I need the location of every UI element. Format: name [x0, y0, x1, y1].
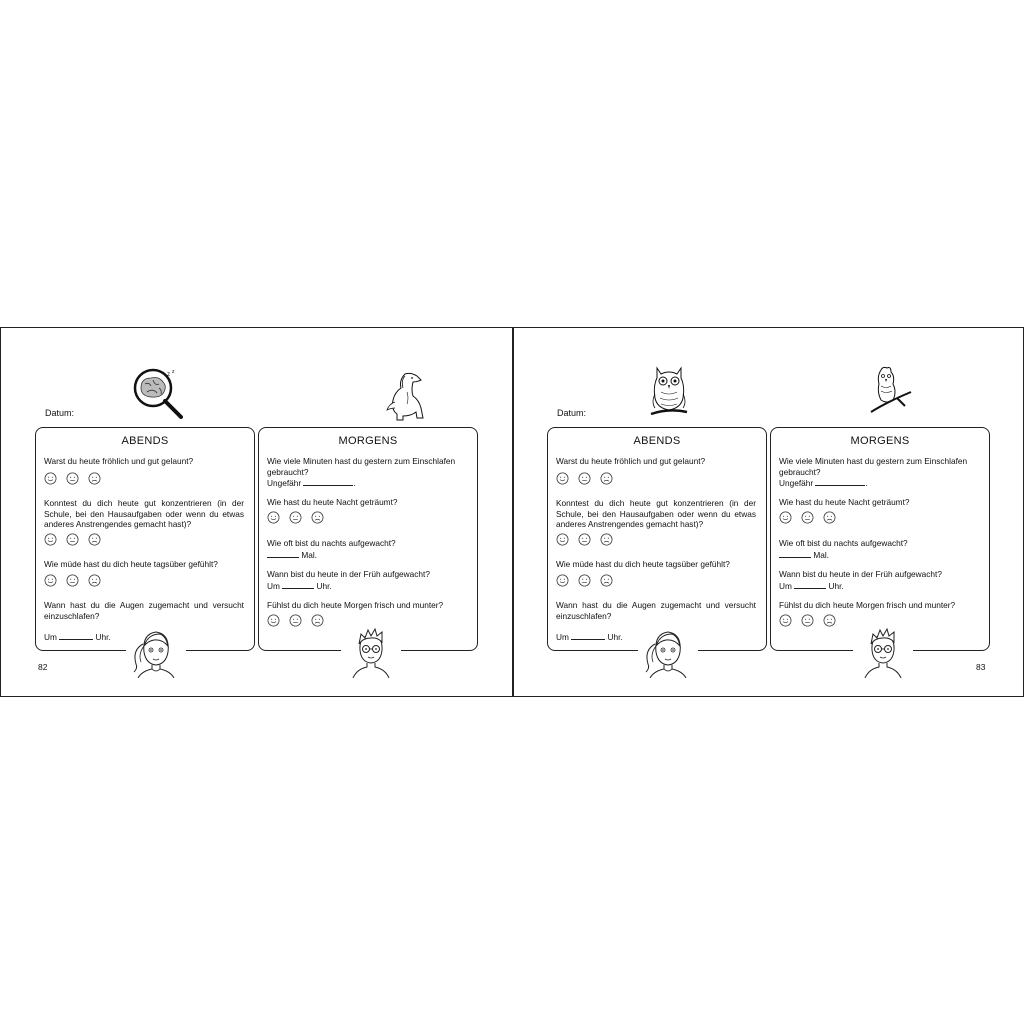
uhr-label: Uhr. — [316, 581, 332, 591]
neutral-face-icon[interactable] — [578, 533, 591, 546]
neutral-face-icon[interactable] — [289, 614, 302, 627]
neutral-face-icon[interactable] — [801, 614, 814, 627]
morgens-q1: Wie viele Minuten hast du gestern zum Einschlafen gebraucht? — [267, 456, 456, 477]
morgens-q1: Wie viele Minuten hast du gestern zum Einschlafen gebraucht? — [779, 456, 968, 477]
morgens-q5-rating[interactable] — [267, 614, 324, 627]
sad-face-icon[interactable] — [311, 511, 324, 524]
happy-face-icon[interactable] — [556, 472, 569, 485]
morgens-time-line — [267, 580, 467, 592]
owl-icon — [649, 362, 689, 420]
happy-face-icon[interactable] — [267, 511, 280, 524]
sad-face-icon[interactable] — [823, 614, 836, 627]
morgens-q3: Wie oft bist du nachts aufgewacht? — [779, 538, 908, 548]
morgens-q5: Fühlst du dich heute Morgen frisch und munter? — [267, 600, 444, 610]
abends-q3: Wie müde hast du dich heute tagsüber gefühlt? — [556, 559, 730, 569]
minutes-blank[interactable] — [815, 477, 865, 486]
page-number: 83 — [976, 662, 986, 672]
uhr-label: Uhr. — [95, 632, 111, 642]
brain-magnifier-icon — [129, 368, 185, 420]
bird-on-branch-icon — [867, 362, 913, 420]
girl-icon — [126, 624, 186, 678]
sad-face-icon[interactable] — [823, 511, 836, 524]
morgens-q4: Wann bist du heute in der Früh aufgewacht? — [779, 569, 942, 579]
happy-face-icon[interactable] — [44, 574, 57, 587]
abends-q3: Wie müde hast du dich heute tagsüber gefühlt? — [44, 559, 218, 569]
happy-face-icon[interactable] — [267, 614, 280, 627]
morgens-mal-line — [779, 549, 979, 561]
neutral-face-icon[interactable] — [289, 511, 302, 524]
um-label: Um — [779, 581, 792, 591]
time-blank[interactable] — [282, 580, 314, 589]
svg-text:z: z — [167, 372, 170, 378]
morgens-q2: Wie hast du heute Nacht geträumt? — [779, 497, 910, 507]
sad-face-icon[interactable] — [600, 472, 613, 485]
datum-label: Datum: — [557, 408, 587, 418]
happy-face-icon[interactable] — [44, 533, 57, 546]
neutral-face-icon[interactable] — [578, 472, 591, 485]
uhr-label: Uhr. — [607, 632, 623, 642]
sad-face-icon[interactable] — [600, 574, 613, 587]
happy-face-icon[interactable] — [779, 511, 792, 524]
morgens-box — [258, 427, 478, 651]
abends-q1-rating[interactable] — [556, 472, 613, 485]
morgens-minutes-line: Ungefähr . — [779, 478, 868, 488]
um-label: Um — [267, 581, 280, 591]
mal-label: Mal. — [813, 550, 829, 560]
happy-face-icon[interactable] — [556, 574, 569, 587]
happy-face-icon[interactable] — [44, 472, 57, 485]
neutral-face-icon[interactable] — [66, 533, 79, 546]
abends-q2-rating[interactable] — [556, 533, 613, 546]
mal-label: Mal. — [301, 550, 317, 560]
morgens-q2-rating[interactable] — [267, 511, 324, 524]
morgens-time-line — [779, 580, 979, 592]
boy-with-glasses-icon — [341, 624, 401, 678]
morgens-q2: Wie hast du heute Nacht geträumt? — [267, 497, 398, 507]
howling-dog-icon — [383, 370, 429, 422]
abends-q1: Warst du heute fröhlich und gut gelaunt? — [44, 456, 194, 466]
um-label: Um — [44, 632, 57, 642]
right-page — [513, 328, 1024, 696]
minutes-blank[interactable] — [303, 477, 353, 486]
abends-title: ABENDS — [633, 435, 681, 447]
time-blank[interactable] — [794, 580, 826, 589]
abends-q2: Konntest du dich heute gut konzentrieren (in der Schule, bei den Hausaufgaben oder wenn du etwas anderes Anstrengendes gemacht hast)? — [556, 498, 756, 529]
abends-box — [35, 427, 255, 651]
morgens-q5-rating[interactable] — [779, 614, 836, 627]
morgens-title: MORGENS — [850, 435, 910, 447]
count-blank[interactable] — [267, 549, 299, 558]
abends-q2-rating[interactable] — [44, 533, 101, 546]
page-number: 82 — [38, 662, 48, 672]
sad-face-icon[interactable] — [88, 472, 101, 485]
abends-q4: Wann hast du die Augen zugemacht und versucht einzuschlafen? — [556, 600, 756, 621]
morgens-q4: Wann bist du heute in der Früh aufgewacht? — [267, 569, 430, 579]
ungefaehr-label: Ungefähr — [779, 478, 814, 488]
sad-face-icon[interactable] — [600, 533, 613, 546]
ungefaehr-label: Ungefähr — [267, 478, 302, 488]
datum-label: Datum: — [45, 408, 75, 418]
happy-face-icon[interactable] — [779, 614, 792, 627]
neutral-face-icon[interactable] — [66, 472, 79, 485]
abends-q3-rating[interactable] — [556, 574, 613, 587]
abends-box — [547, 427, 767, 651]
morgens-title: MORGENS — [338, 435, 398, 447]
morgens-box — [770, 427, 990, 651]
time-blank[interactable] — [59, 631, 93, 640]
count-blank[interactable] — [779, 549, 811, 558]
abends-q2: Konntest du dich heute gut konzentrieren (in der Schule, bei den Hausaufgaben oder wenn du etwas anderes Anstrengendes gemacht hast)? — [44, 498, 244, 529]
neutral-face-icon[interactable] — [578, 574, 591, 587]
time-blank[interactable] — [571, 631, 605, 640]
neutral-face-icon[interactable] — [66, 574, 79, 587]
morgens-q2-rating[interactable] — [779, 511, 836, 524]
um-label: Um — [556, 632, 569, 642]
sad-face-icon[interactable] — [311, 614, 324, 627]
abends-q4: Wann hast du die Augen zugemacht und versucht einzuschlafen? — [44, 600, 244, 621]
abends-q1-rating[interactable] — [44, 472, 101, 485]
neutral-face-icon[interactable] — [801, 511, 814, 524]
sad-face-icon[interactable] — [88, 574, 101, 587]
morgens-q5: Fühlst du dich heute Morgen frisch und munter? — [779, 600, 956, 610]
svg-text:z: z — [172, 369, 175, 375]
girl-icon — [638, 624, 698, 678]
morgens-minutes-line: Ungefähr . — [267, 478, 356, 488]
abends-q1: Warst du heute fröhlich und gut gelaunt? — [556, 456, 706, 466]
left-page — [1, 328, 512, 696]
book-spread — [0, 327, 1024, 697]
sad-face-icon[interactable] — [88, 533, 101, 546]
abends-title: ABENDS — [121, 435, 169, 447]
morgens-mal-line — [267, 549, 467, 561]
abends-q3-rating[interactable] — [44, 574, 101, 587]
happy-face-icon[interactable] — [556, 533, 569, 546]
uhr-label: Uhr. — [828, 581, 844, 591]
morgens-q3: Wie oft bist du nachts aufgewacht? — [267, 538, 396, 548]
boy-with-glasses-icon — [853, 624, 913, 678]
